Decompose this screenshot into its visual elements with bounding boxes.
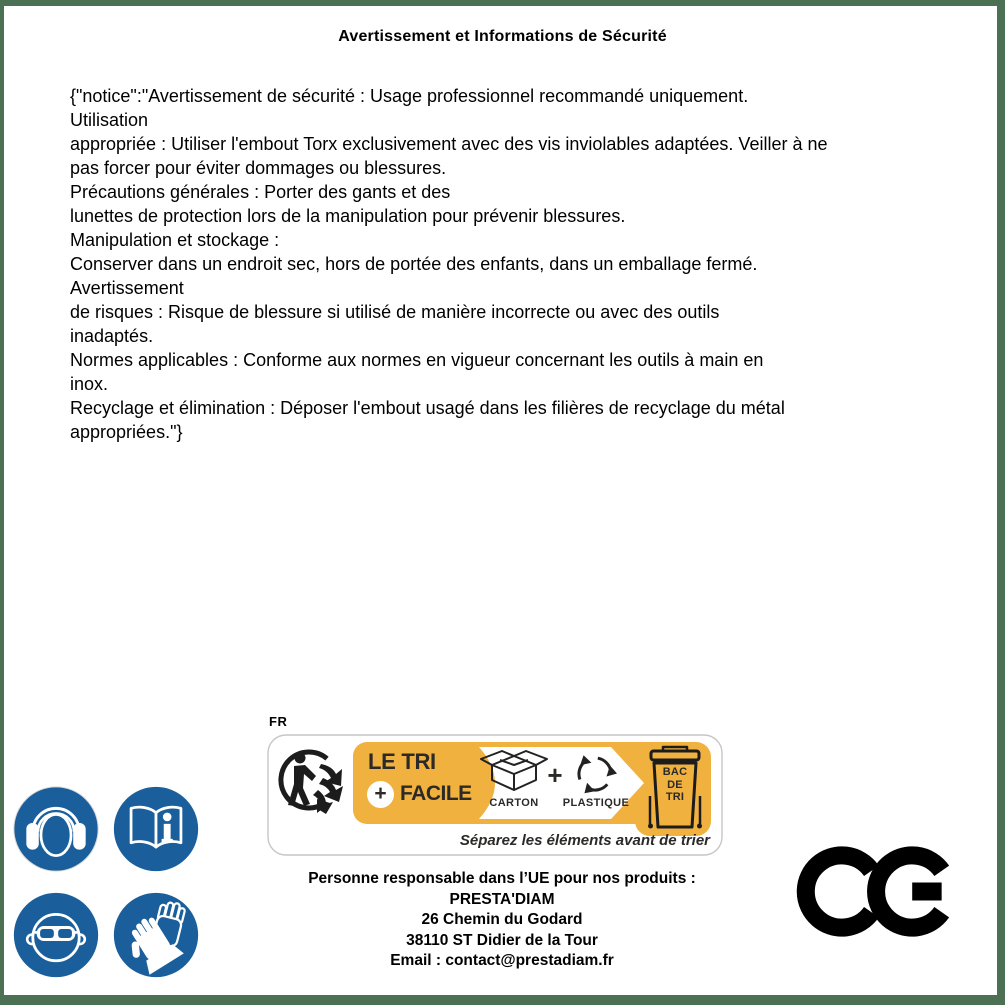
wear-ear-protection-icon [13, 786, 99, 872]
info-tri-label [267, 734, 723, 856]
sorting-tagline: Séparez les éléments avant de trier [459, 832, 710, 849]
company-name: PRESTA'DIAM [449, 890, 555, 908]
plus-separator: + [547, 760, 563, 790]
fr-country-label: FR [269, 714, 288, 729]
read-manual-icon [113, 786, 199, 872]
plastique-label: PLASTIQUE [562, 797, 630, 809]
mandatory-safety-icons [13, 786, 199, 978]
le-tri-headline: LE TRI [368, 749, 436, 774]
bin-label-line: BAC [662, 766, 688, 778]
ce-marking-icon [796, 844, 960, 939]
bin-label-line: TRI [665, 791, 685, 803]
bin-label [657, 766, 693, 804]
address-line1: 26 Chemin du Godard [421, 911, 583, 928]
responsible-intro: Personne responsable dans l’UE pour nos produits : [308, 870, 696, 887]
wear-eye-protection-icon [13, 892, 99, 978]
bin-label-line: DE [667, 778, 683, 791]
facile-headline: FACILE [400, 782, 472, 805]
wear-gloves-icon [113, 892, 199, 978]
eu-responsible-block [252, 869, 752, 972]
carton-label: CARTON [489, 797, 539, 809]
address-line2: 38110 ST Didier de la Tour [406, 931, 598, 949]
safety-notice-text: {"notice":"Avertissement de sécurité : Usage professionnel recommandé uniquement. Utilisation appropriée : Utiliser l'embout Torx exclusivement avec des vis inviolables adaptées. Veiller à ne pas forcer pour éviter dommages ou blessures. Précautions générales : Porter des gants et des lunettes de protection lors de la manipulation pour prévenir blessures. Manipulation et stockage : Conserver dans un endroit sec, hors de portée des enfants, dans un emballage fermé. Avertissement de risques : Risque de blessure si utilisé de manière incorrecte ou avec des outils inadaptés. Normes applicables : Conforme aux normes en vigueur concernant les outils à main en inox. Recyclage et élimination : Déposer l'embout usagé dans les filières de recyclage du métal appropriées."} [70, 86, 828, 442]
plus-badge: + [367, 781, 394, 808]
page-title: Avertissement et Informations de Sécurité [338, 28, 667, 45]
email-line: Email : contact@prestadiam.fr [390, 952, 614, 969]
